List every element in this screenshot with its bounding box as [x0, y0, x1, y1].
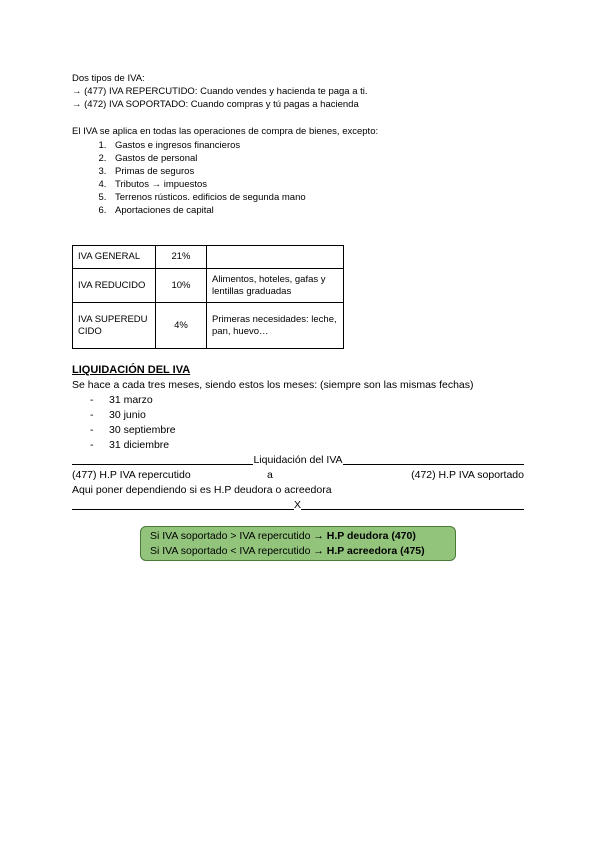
list-item: - 31 marzo — [90, 393, 524, 408]
list-item: - 30 junio — [90, 408, 524, 423]
rule-line — [301, 509, 524, 510]
iva-desc-cell: Alimentos, hoteles, gafas y lentillas graduadas — [207, 269, 344, 303]
iva-rate-cell: 10% — [156, 269, 207, 303]
list-item: 6. Aportaciones de capital — [109, 204, 378, 217]
table-row — [73, 269, 344, 303]
intro-line-soportado: → (472) IVA SOPORTADO: Cuando compras y tú pagas a hacienda — [72, 99, 359, 110]
journal-header-line — [72, 453, 524, 468]
iva-rate-cell: 4% — [156, 303, 207, 349]
journal-footer-line — [72, 498, 524, 513]
list-item: - 31 diciembre — [90, 438, 524, 453]
exceptions-list — [72, 139, 378, 217]
middle-a: a — [266, 469, 273, 481]
liquidacion-dates — [72, 393, 524, 453]
rule-result: H.P deudora (470) — [326, 530, 416, 542]
left-account: (477) H.P IVA repercutido — [72, 469, 191, 481]
iva-desc-cell — [207, 246, 344, 269]
intro-heading: Dos tipos de IVA: — [72, 73, 145, 84]
list-item: 1. Gastos e ingresos financieros — [109, 139, 378, 152]
rule-text: Si IVA soportado < IVA repercutido → — [150, 545, 327, 557]
rule-line — [343, 464, 524, 465]
iva-desc-cell: Primeras necesidades: leche, pan, huevo… — [207, 303, 344, 349]
journal-entry-row — [72, 468, 524, 483]
right-account: (472) H.P IVA soportado — [411, 469, 524, 481]
rule-line — [72, 509, 294, 510]
exceptions-lead: El IVA se aplica en todas las operaciones de compra de bienes, excepto: — [72, 126, 379, 137]
rule-box — [140, 526, 456, 561]
intro-line-repercutido: → (477) IVA REPERCUTIDO: Cuando vendes y hacienda te paga a ti. — [72, 86, 368, 97]
iva-type-cell: IVA REDUCIDO — [73, 269, 156, 303]
list-item: 4. Tributos → impuestos — [109, 178, 378, 191]
rule-line — [72, 464, 253, 465]
intro-block — [72, 72, 368, 111]
iva-rates-table — [72, 245, 344, 349]
rule-line-acreedora — [150, 544, 455, 559]
rule-text: Si IVA soportado > IVA repercutido → — [150, 530, 327, 542]
journal-center-label: Liquidación del IVA — [253, 454, 343, 466]
x-mark: X — [294, 499, 302, 511]
table-row — [73, 303, 344, 349]
list-item: - 30 septiembre — [90, 423, 524, 438]
exceptions-block — [72, 125, 378, 217]
liquidacion-description: Se hace a cada tres meses, siendo estos los meses: (siempre son las mismas fechas) — [72, 379, 474, 391]
iva-rate-cell: 21% — [156, 246, 207, 269]
journal-note: Aqui poner dependiendo si es H.P deudora o acreedora — [72, 484, 332, 496]
liquidacion-section — [72, 363, 524, 513]
list-item: 3. Primas de seguros — [109, 165, 378, 178]
liquidacion-title: LIQUIDACIÓN DEL IVA — [72, 364, 191, 376]
list-item: 2. Gastos de personal — [109, 152, 378, 165]
iva-type-cell: IVA GENERAL — [73, 246, 156, 269]
list-item: 5. Terrenos rústicos. edificios de segunda mano — [109, 191, 378, 204]
rule-line-deudora — [150, 529, 455, 544]
table-row — [73, 246, 344, 269]
iva-type-cell: IVA SUPEREDUCIDO — [73, 303, 156, 349]
rule-result: H.P acreedora (475) — [326, 545, 425, 557]
